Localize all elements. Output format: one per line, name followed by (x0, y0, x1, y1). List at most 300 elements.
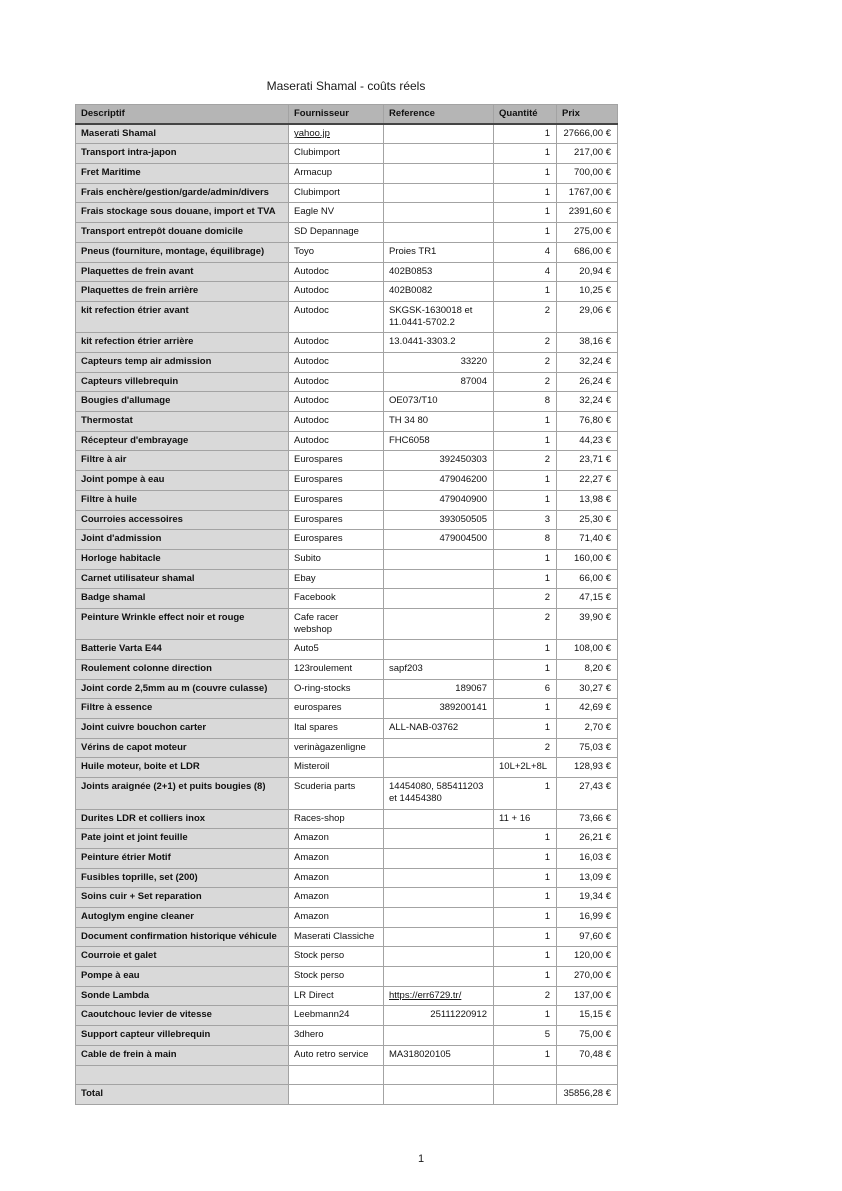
cell-fournisseur: Auto5 (289, 640, 384, 660)
cell-quantite: 2 (494, 589, 557, 609)
cell-fournisseur: 3dhero (289, 1026, 384, 1046)
cell-reference (384, 829, 494, 849)
cell-prix: 120,00 € (557, 947, 618, 967)
cell-fournisseur: Autodoc (289, 353, 384, 373)
cell-quantite: 1 (494, 124, 557, 144)
cell-descriptif: Joint cuivre bouchon carter (76, 719, 289, 739)
cell-descriptif: Durites LDR et colliers inox (76, 809, 289, 829)
cell-reference: sapf203 (384, 660, 494, 680)
cell-reference (384, 549, 494, 569)
header-row (76, 105, 618, 125)
cell-descriptif: Joint d'admission (76, 530, 289, 550)
cell-prix: 2,70 € (557, 719, 618, 739)
cell-descriptif: Huile moteur, boite et LDR (76, 758, 289, 778)
cell-quantite: 1 (494, 967, 557, 987)
cell-fournisseur: Eagle NV (289, 203, 384, 223)
table-row (76, 333, 618, 353)
cell-reference (384, 848, 494, 868)
table-row (76, 282, 618, 302)
cell-reference (384, 640, 494, 660)
cell-fournisseur: Stock perso (289, 947, 384, 967)
cell-fournisseur: Armacup (289, 164, 384, 184)
cell-descriptif: Badge shamal (76, 589, 289, 609)
cell-quantite: 1 (494, 868, 557, 888)
cell-fournisseur: SD Depannage (289, 223, 384, 243)
cell-descriptif: Frais stockage sous douane, import et TVA (76, 203, 289, 223)
cell-prix: 38,16 € (557, 333, 618, 353)
cell-prix: 32,24 € (557, 353, 618, 373)
cell-prix: 1767,00 € (557, 183, 618, 203)
cell-quantite: 1 (494, 660, 557, 680)
cell-quantite: 1 (494, 927, 557, 947)
cell-descriptif: Plaquettes de frein avant (76, 262, 289, 282)
cell-reference (384, 1085, 494, 1105)
cell-fournisseur: Amazon (289, 908, 384, 928)
column-header-descriptif: Descriptif (76, 105, 289, 125)
cell-descriptif: Transport entrepôt douane domicile (76, 223, 289, 243)
cell-quantite: 11 + 16 (494, 809, 557, 829)
table-row (76, 640, 618, 660)
cell-reference: OE073/T10 (384, 392, 494, 412)
cell-quantite: 1 (494, 1006, 557, 1026)
cell-fournisseur: Ital spares (289, 719, 384, 739)
cell-reference (384, 908, 494, 928)
table-row (76, 947, 618, 967)
cell-reference (384, 608, 494, 639)
cell-quantite (494, 1085, 557, 1105)
cell-reference: 25111220912 (384, 1006, 494, 1026)
cell-prix: 217,00 € (557, 144, 618, 164)
cell-fournisseur: Cafe racer webshop (289, 608, 384, 639)
table-row (76, 549, 618, 569)
cell-quantite: 1 (494, 471, 557, 491)
cell-fournisseur: Maserati Classiche (289, 927, 384, 947)
cell-descriptif: Thermostat (76, 412, 289, 432)
cell-descriptif: Bougies d'allumage (76, 392, 289, 412)
cell-reference (384, 986, 494, 1006)
cell-reference (384, 927, 494, 947)
table-body (76, 124, 618, 1104)
costs-table (75, 104, 618, 1105)
cell-prix: 137,00 € (557, 986, 618, 1006)
cell-quantite: 1 (494, 829, 557, 849)
cell-descriptif: Soins cuir + Set reparation (76, 888, 289, 908)
cell-quantite: 1 (494, 908, 557, 928)
table-row (76, 164, 618, 184)
cell-descriptif (76, 1065, 289, 1085)
cell-prix: 47,15 € (557, 589, 618, 609)
table-row (76, 392, 618, 412)
reference-link[interactable]: https://err6729.tr/ (389, 989, 462, 1001)
table-row (76, 223, 618, 243)
table-row (76, 608, 618, 639)
cell-reference: 87004 (384, 372, 494, 392)
cell-reference: 189067 (384, 679, 494, 699)
cell-quantite: 1 (494, 888, 557, 908)
cell-quantite: 1 (494, 412, 557, 432)
table-row (76, 888, 618, 908)
cell-quantite: 8 (494, 530, 557, 550)
cell-quantite: 10L+2L+8L (494, 758, 557, 778)
cell-prix: 23,71 € (557, 451, 618, 471)
cell-reference: 33220 (384, 353, 494, 373)
cell-fournisseur: eurospares (289, 699, 384, 719)
cell-reference (384, 738, 494, 758)
cell-descriptif: Batterie Varta E44 (76, 640, 289, 660)
cell-descriptif: Frais enchère/gestion/garde/admin/divers (76, 183, 289, 203)
cell-prix: 70,48 € (557, 1045, 618, 1065)
cell-quantite: 1 (494, 431, 557, 451)
table-row (76, 927, 618, 947)
cell-fournisseur: Facebook (289, 589, 384, 609)
column-header-fournisseur: Fournisseur (289, 105, 384, 125)
cell-reference (384, 868, 494, 888)
cell-prix: 108,00 € (557, 640, 618, 660)
cell-descriptif: Carnet utilisateur shamal (76, 569, 289, 589)
table-row (76, 758, 618, 778)
cell-quantite: 1 (494, 719, 557, 739)
table-row (76, 451, 618, 471)
cell-reference (384, 888, 494, 908)
cell-prix: 32,24 € (557, 392, 618, 412)
cell-descriptif: Joint corde 2,5mm au m (couvre culasse) (76, 679, 289, 699)
cell-reference (384, 947, 494, 967)
cell-reference: TH 34 80 (384, 412, 494, 432)
cell-descriptif: Caoutchouc levier de vitesse (76, 1006, 289, 1026)
cell-descriptif: Filtre à huile (76, 490, 289, 510)
cell-prix: 75,03 € (557, 738, 618, 758)
table-row (76, 242, 618, 262)
cell-reference: 393050505 (384, 510, 494, 530)
cell-reference (384, 589, 494, 609)
cell-reference: FHC6058 (384, 431, 494, 451)
cell-fournisseur (289, 124, 384, 144)
cell-descriptif: Peinture Wrinkle effect noir et rouge (76, 608, 289, 639)
cell-reference: 402B0853 (384, 262, 494, 282)
cell-quantite: 1 (494, 699, 557, 719)
cell-reference: 479004500 (384, 530, 494, 550)
cell-fournisseur: Autodoc (289, 262, 384, 282)
cell-quantite: 2 (494, 333, 557, 353)
cell-fournisseur: LR Direct (289, 986, 384, 1006)
cell-descriptif: kit refection étrier avant (76, 301, 289, 332)
cell-fournisseur: Ebay (289, 569, 384, 589)
cell-descriptif: Filtre à air (76, 451, 289, 471)
cell-prix: 8,20 € (557, 660, 618, 680)
total-row (76, 1085, 618, 1105)
table-row (76, 660, 618, 680)
cell-reference (384, 183, 494, 203)
cell-fournisseur: Eurospares (289, 451, 384, 471)
cell-fournisseur: Autodoc (289, 431, 384, 451)
cell-quantite: 1 (494, 282, 557, 302)
cell-fournisseur: Misteroil (289, 758, 384, 778)
table-row (76, 1006, 618, 1026)
page-number: 1 (417, 1153, 425, 1165)
table-row (76, 809, 618, 829)
table-row (76, 431, 618, 451)
table-row (76, 490, 618, 510)
cell-descriptif: kit refection étrier arrière (76, 333, 289, 353)
cell-quantite: 2 (494, 301, 557, 332)
cell-prix: 2391,60 € (557, 203, 618, 223)
cell-reference (384, 1065, 494, 1085)
cell-quantite: 1 (494, 848, 557, 868)
cell-quantite: 2 (494, 738, 557, 758)
cell-fournisseur: Autodoc (289, 301, 384, 332)
column-header-prix: Prix (557, 105, 618, 125)
cell-reference (384, 569, 494, 589)
cell-descriptif: Plaquettes de frein arrière (76, 282, 289, 302)
cell-fournisseur: Eurospares (289, 471, 384, 491)
table-row (76, 530, 618, 550)
cell-reference (384, 223, 494, 243)
cell-quantite: 3 (494, 510, 557, 530)
cell-fournisseur: Autodoc (289, 333, 384, 353)
cell-fournisseur: 123roulement (289, 660, 384, 680)
cell-fournisseur: Eurospares (289, 510, 384, 530)
cell-quantite: 5 (494, 1026, 557, 1046)
cell-prix: 270,00 € (557, 967, 618, 987)
cell-prix: 275,00 € (557, 223, 618, 243)
table-row (76, 124, 618, 144)
cell-prix: 73,66 € (557, 809, 618, 829)
cell-descriptif: Roulement colonne direction (76, 660, 289, 680)
cell-descriptif: Filtre à essence (76, 699, 289, 719)
cell-prix: 19,34 € (557, 888, 618, 908)
cell-reference: 402B0082 (384, 282, 494, 302)
cell-prix: 22,27 € (557, 471, 618, 491)
cell-reference (384, 809, 494, 829)
cell-fournisseur: Autodoc (289, 372, 384, 392)
cell-fournisseur: Amazon (289, 829, 384, 849)
cell-quantite: 2 (494, 451, 557, 471)
cell-fournisseur: Leebmann24 (289, 1006, 384, 1026)
cell-prix: 39,90 € (557, 608, 618, 639)
cell-reference (384, 203, 494, 223)
cell-fournisseur: verinàgazenligne (289, 738, 384, 758)
cell-fournisseur: Clubimport (289, 144, 384, 164)
cell-descriptif: Courroies accessoires (76, 510, 289, 530)
cell-prix: 30,27 € (557, 679, 618, 699)
cell-prix: 35856,28 € (557, 1085, 618, 1105)
table-row (76, 967, 618, 987)
table-row (76, 589, 618, 609)
cell-fournisseur: Toyo (289, 242, 384, 262)
cell-descriptif: Joint pompe à eau (76, 471, 289, 491)
table-row (76, 262, 618, 282)
cell-reference: SKGSK-1630018 et 11.0441-5702.2 (384, 301, 494, 332)
table-row (76, 471, 618, 491)
table-row (76, 203, 618, 223)
cell-descriptif: Récepteur d'embrayage (76, 431, 289, 451)
cell-quantite: 1 (494, 569, 557, 589)
cell-descriptif: Transport intra-japon (76, 144, 289, 164)
cell-reference (384, 758, 494, 778)
cell-prix: 26,21 € (557, 829, 618, 849)
cell-prix: 29,06 € (557, 301, 618, 332)
cell-prix: 71,40 € (557, 530, 618, 550)
cell-descriptif: Fret Maritime (76, 164, 289, 184)
cell-quantite (494, 1065, 557, 1085)
table-row (76, 848, 618, 868)
cell-quantite: 1 (494, 164, 557, 184)
cell-prix: 16,99 € (557, 908, 618, 928)
cell-reference (384, 164, 494, 184)
cell-reference: 392450303 (384, 451, 494, 471)
cell-fournisseur (289, 1085, 384, 1105)
table-row (76, 412, 618, 432)
cell-prix: 700,00 € (557, 164, 618, 184)
cell-descriptif: Autoglym engine cleaner (76, 908, 289, 928)
cell-prix: 42,69 € (557, 699, 618, 719)
table-row (76, 829, 618, 849)
cell-descriptif: Peinture étrier Motif (76, 848, 289, 868)
table-row (76, 301, 618, 332)
cell-quantite: 4 (494, 262, 557, 282)
cell-descriptif: Sonde Lambda (76, 986, 289, 1006)
cell-quantite: 1 (494, 490, 557, 510)
cell-prix: 25,30 € (557, 510, 618, 530)
cell-prix: 26,24 € (557, 372, 618, 392)
cell-prix: 13,98 € (557, 490, 618, 510)
cell-fournisseur: Amazon (289, 888, 384, 908)
cell-quantite: 4 (494, 242, 557, 262)
cell-prix: 75,00 € (557, 1026, 618, 1046)
cell-reference: 13.0441-3303.2 (384, 333, 494, 353)
cell-fournisseur: Subito (289, 549, 384, 569)
table-row (76, 1045, 618, 1065)
cell-reference: 389200141 (384, 699, 494, 719)
document-title: Maserati Shamal - coûts réels (266, 79, 426, 93)
cell-descriptif: Pneus (fourniture, montage, équilibrage) (76, 242, 289, 262)
cell-fournisseur: Autodoc (289, 392, 384, 412)
cell-quantite: 1 (494, 640, 557, 660)
cell-quantite: 6 (494, 679, 557, 699)
cell-fournisseur: Amazon (289, 848, 384, 868)
table-row (76, 778, 618, 809)
cell-prix: 686,00 € (557, 242, 618, 262)
cell-descriptif: Document confirmation historique véhicule (76, 927, 289, 947)
fournisseur-link[interactable]: yahoo.jp (294, 128, 330, 140)
cell-quantite: 1 (494, 947, 557, 967)
cell-prix: 97,60 € (557, 927, 618, 947)
cell-prix: 15,15 € (557, 1006, 618, 1026)
cell-prix (557, 1065, 618, 1085)
cell-prix: 160,00 € (557, 549, 618, 569)
cell-fournisseur: Amazon (289, 868, 384, 888)
table-row (76, 183, 618, 203)
column-header-quantite: Quantité (494, 105, 557, 125)
table-row (76, 353, 618, 373)
cell-fournisseur: Clubimport (289, 183, 384, 203)
cell-quantite: 1 (494, 183, 557, 203)
table-row (76, 1026, 618, 1046)
empty-row (76, 1065, 618, 1085)
cell-reference: MA318020105 (384, 1045, 494, 1065)
cell-prix: 66,00 € (557, 569, 618, 589)
cell-prix: 27,43 € (557, 778, 618, 809)
cell-fournisseur: Eurospares (289, 530, 384, 550)
cell-quantite: 2 (494, 986, 557, 1006)
cell-reference: Proies TR1 (384, 242, 494, 262)
table-row (76, 868, 618, 888)
cell-descriptif: Cable de frein à main (76, 1045, 289, 1065)
cell-prix: 128,93 € (557, 758, 618, 778)
cell-quantite: 8 (494, 392, 557, 412)
table-row (76, 679, 618, 699)
cell-fournisseur: Autodoc (289, 412, 384, 432)
cell-quantite: 1 (494, 144, 557, 164)
cell-fournisseur (289, 1065, 384, 1085)
cell-descriptif: Joints araignée (2+1) et puits bougies (8) (76, 778, 289, 809)
table-header (76, 105, 618, 125)
column-header-reference: Reference (384, 105, 494, 125)
cell-quantite: 1 (494, 778, 557, 809)
cell-quantite: 1 (494, 223, 557, 243)
table-row (76, 510, 618, 530)
cell-prix: 44,23 € (557, 431, 618, 451)
cell-fournisseur: Stock perso (289, 967, 384, 987)
cell-reference (384, 967, 494, 987)
table-row (76, 144, 618, 164)
table-row (76, 372, 618, 392)
table-row (76, 986, 618, 1006)
cell-prix: 20,94 € (557, 262, 618, 282)
cell-reference (384, 1026, 494, 1046)
cell-fournisseur: Auto retro service (289, 1045, 384, 1065)
table-row (76, 699, 618, 719)
cell-descriptif: Fusibles toprille, set (200) (76, 868, 289, 888)
cell-prix: 76,80 € (557, 412, 618, 432)
cell-descriptif: Courroie et galet (76, 947, 289, 967)
cell-quantite: 2 (494, 353, 557, 373)
cell-descriptif: Capteurs temp air admission (76, 353, 289, 373)
table-row (76, 908, 618, 928)
cell-quantite: 1 (494, 1045, 557, 1065)
cell-reference: 14454080, 585411203 et 14454380 (384, 778, 494, 809)
cell-descriptif: Pompe à eau (76, 967, 289, 987)
cell-fournisseur: O-ring-stocks (289, 679, 384, 699)
cell-quantite: 1 (494, 203, 557, 223)
cell-prix: 16,03 € (557, 848, 618, 868)
cell-descriptif: Maserati Shamal (76, 124, 289, 144)
cell-descriptif: Pate joint et joint feuille (76, 829, 289, 849)
cell-quantite: 1 (494, 549, 557, 569)
cell-fournisseur: Autodoc (289, 282, 384, 302)
table-row (76, 738, 618, 758)
table-row (76, 569, 618, 589)
cell-reference (384, 144, 494, 164)
cell-quantite: 2 (494, 372, 557, 392)
cell-fournisseur: Eurospares (289, 490, 384, 510)
cell-prix: 27666,00 € (557, 124, 618, 144)
cell-descriptif: Capteurs villebrequin (76, 372, 289, 392)
cell-descriptif: Horloge habitacle (76, 549, 289, 569)
table-row (76, 719, 618, 739)
cell-reference (384, 124, 494, 144)
cell-fournisseur: Scuderia parts (289, 778, 384, 809)
cell-descriptif: Vérins de capot moteur (76, 738, 289, 758)
cell-descriptif: Total (76, 1085, 289, 1105)
cell-quantite: 2 (494, 608, 557, 639)
cell-fournisseur: Races-shop (289, 809, 384, 829)
cell-prix: 13,09 € (557, 868, 618, 888)
cell-descriptif: Support capteur villebrequin (76, 1026, 289, 1046)
cell-reference: 479046200 (384, 471, 494, 491)
cell-reference: ALL-NAB-03762 (384, 719, 494, 739)
cell-reference: 479040900 (384, 490, 494, 510)
